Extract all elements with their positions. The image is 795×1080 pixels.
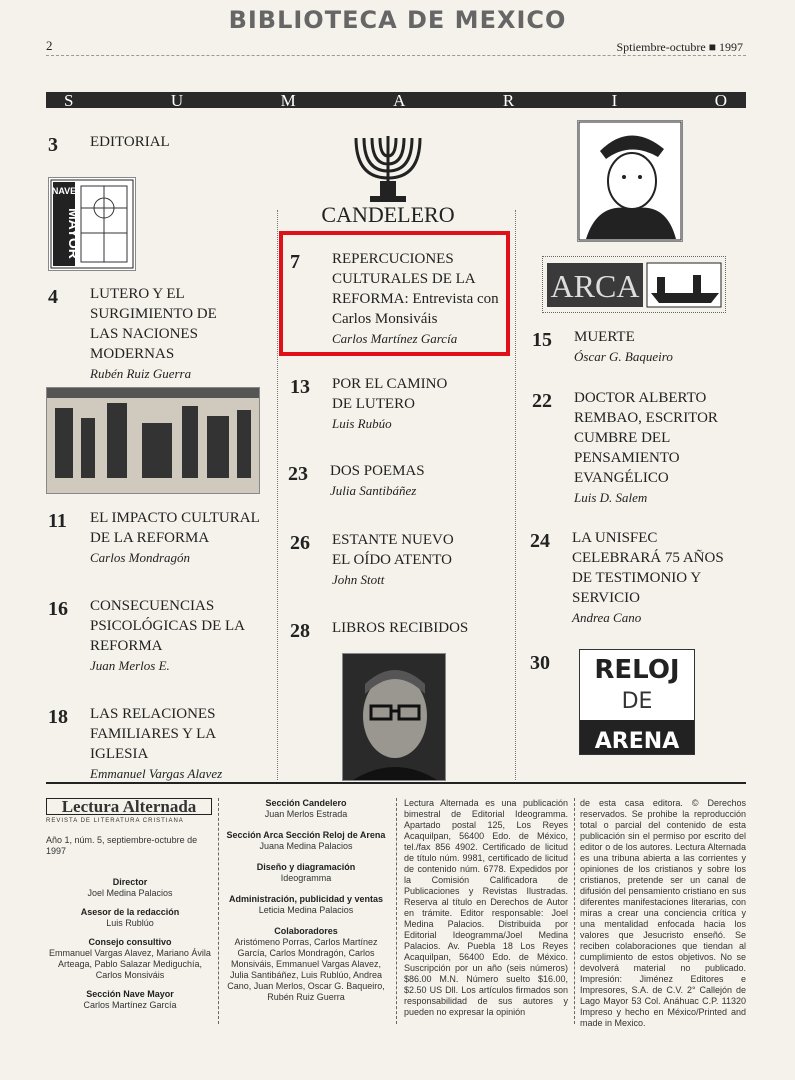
arca-logo <box>542 256 726 313</box>
credit-names: Juana Medina Palacios <box>259 841 353 851</box>
credit-names: Emmanuel Vargas Alavez, Mariano Ávila Arteaga, Pablo Salazar Mediguchía, Carlos Monsiváis <box>49 948 211 980</box>
header-rule <box>46 55 746 56</box>
item-author: Julia Santibáñez <box>330 483 417 498</box>
item-author: Emmanuel Vargas Alavez <box>90 766 223 781</box>
page-number: 2 <box>46 38 53 53</box>
credit-role: Asesor de la redacción <box>80 907 180 917</box>
selection-highlight <box>279 231 510 356</box>
item-author: Carlos Martínez García <box>332 331 458 346</box>
item-page-number: 16 <box>48 598 68 620</box>
credit-names: Joel Medina Palacios <box>87 888 173 898</box>
mayor-text: MAYOR <box>66 208 82 259</box>
menorah-icon <box>318 126 458 226</box>
credit-names: Aristómeno Porras, Carlos Martínez García, Carlos Mondragón, Carlos Monsiváis, Emmanuel Vargas Alavez, Julia Santibáñez, Luis Rublúo, Andrea Cano, Juan Merlos, Oscar G. Baqueiro, Rubén Ruiz Guerra <box>227 937 385 1002</box>
item-title: CONSECUENCIAS PSICOLÓGICAS DE LA REFORMA <box>90 598 245 654</box>
credit-role: Diseño y diagramación <box>256 862 356 872</box>
column-divider-right <box>515 210 516 780</box>
sumario-letter: M <box>280 91 297 110</box>
reloj-graphic <box>580 650 694 754</box>
nave-text: NAVE <box>51 186 77 196</box>
credit-role: Administración, publicidad y ventas <box>228 894 384 904</box>
issue-date: Sptiembre-octubre ■ 1997 <box>616 40 743 54</box>
credit-role: Director <box>112 877 148 887</box>
item-page-number: 23 <box>288 463 308 485</box>
luther-portrait <box>577 120 683 242</box>
item-page-number: 3 <box>48 134 58 156</box>
woodcut-image <box>46 387 260 494</box>
item-author: John Stott <box>332 572 385 587</box>
item-title: POR EL CAMINO DE LUTERO <box>332 376 448 412</box>
sumario-letter: R <box>502 91 516 110</box>
credit-names: Leticia Medina Palacios <box>258 905 354 915</box>
luther-graphic <box>578 121 682 241</box>
credit-role: Sección Arca Sección Reloj de Arena <box>226 830 386 840</box>
item-title: DOS POEMAS <box>330 463 425 479</box>
item-page-number: 28 <box>290 620 310 642</box>
item-title: MUERTE <box>574 329 635 345</box>
arca-graphic <box>543 257 725 312</box>
portrait-photo <box>342 653 446 781</box>
credit-role: Colaboradores <box>274 926 338 936</box>
item-author: Carlos Mondragón <box>90 550 191 565</box>
item-author: Rubén Ruiz Guerra <box>90 366 192 381</box>
item-author: Juan Merlos E. <box>90 658 170 673</box>
logo-subtitle: REVISTA DE LITERATURA CRISTIANA <box>46 818 184 824</box>
de-text: DE <box>621 689 653 714</box>
sumario-letter: U <box>170 91 185 110</box>
footer-column-1 <box>46 798 214 1011</box>
item-page-number: 7 <box>290 251 300 273</box>
item-title: LUTERO Y EL SURGIMIENTO DE LAS NACIONES MODERNAS <box>90 286 217 362</box>
sumario-letter: O <box>714 91 728 110</box>
item-page-number: 26 <box>290 532 310 554</box>
item-page-number: 24 <box>530 530 550 552</box>
footer-column-3: Lectura Alternada es una publicación bimestral de Editorial Ideogramma. Apartado postal 125, Los Reyes Acaquilpan, 56400 Edo. de México, tel./fax 856 4902. Certificado de licitud de título núm. 9981, certificado de licitud de contenido núm. 6778. Expedidos por la Comisión Calificadora de Publicaciones y Revistas Ilustradas. Reserva al título en Derechos de Autor en trámite. Editor responsable: Joel Medina Palacios. Distribuida por Editorial Ideogramma/Joel Medina Palacios. Av. Puebla 18 Los Reyes Acaquilpan, 56400 Edo. de México. Suscripción por un año (seis números) $86.00 M.N. Número suelto $16.00, $2.50 US Dll. Los artículos firmados son responsabilidad de sus autores y pueden no expresar la opinión <box>404 798 568 1017</box>
footer-rule <box>46 782 746 784</box>
portrait-graphic <box>343 654 445 780</box>
item-page-number: 15 <box>532 329 552 351</box>
credit-role: Sección Nave Mayor <box>86 989 174 999</box>
footer-divider <box>218 798 219 1024</box>
footer-divider <box>574 798 575 1024</box>
credit-role: Sección Candelero <box>265 798 347 808</box>
nave-mayor-logo <box>48 177 136 271</box>
footer-column-4: de esta casa editora. © Derechos reservados. Se prohibe la reproducción total o parcial del contenido de esta publicación sin el permiso por escrito del editor o de los autores. Lectura Alternada es una tribuna abierta a las corrientes y opiniones de los cristianos y sobre los cristianos, pretende ser un canal de difusión del pensamiento cristiano en sus diferentes manifestaciones literarias, con miras a crear una conciencia crítica y una mentalidad enfocada hacia los valores que Jesucristo enseñó. Se reciben colaboraciones que tiendan al cumplimiento de estos objetivos. No se devolverá material no publicado. Impresión: Jiménez Editores e Impresores, S.A. de C.V. 2° Callejón de Lago Mayor 53 Col. Anáhuac C.P. 11320 Impreso y hecho en México/Printed and made in Mexico. <box>580 798 746 1028</box>
reloj-de-arena-logo <box>579 649 695 755</box>
item-author: Andrea Cano <box>572 610 642 625</box>
item-title: ESTANTE NUEVO EL OÍDO ATENTO <box>332 532 454 568</box>
item-title: LA UNISFEC CELEBRARÁ 75 AÑOS DE TESTIMONIO Y SERVICIO <box>572 530 724 606</box>
candelero-logo <box>318 126 458 226</box>
sumario-bar <box>46 92 746 108</box>
item-page-number: 11 <box>48 510 67 532</box>
masthead: BIBLIOTECA DE MEXICO <box>228 6 567 34</box>
lectura-alternada-logo: Lectura Alternada <box>46 798 212 815</box>
arena-text: ARENA <box>594 729 680 754</box>
issue-info: Año 1, núm. 5, septiembre-octubre de 1997 <box>46 835 198 856</box>
column-divider-left <box>277 210 278 780</box>
item-page-number: 4 <box>48 286 58 308</box>
sumario-letter: S <box>64 91 75 110</box>
item-title: EL IMPACTO CULTURAL DE LA REFORMA <box>90 510 260 546</box>
item-title: DOCTOR ALBERTO REMBAO, ESCRITOR CUMBRE DEL PENSAMIENTO EVANGÉLICO <box>574 390 718 486</box>
sumario-letter: I <box>611 91 619 110</box>
woodcut-graphic <box>47 388 259 493</box>
item-page-number: 30 <box>530 652 550 674</box>
nave-mayor-graphic <box>49 178 135 270</box>
item-author: Óscar G. Baqueiro <box>574 349 673 364</box>
footer-column-2 <box>224 798 388 1003</box>
item-page-number: 18 <box>48 706 68 728</box>
candelero-text: CANDELERO <box>321 202 455 226</box>
reloj-text: RELOJ <box>594 655 680 685</box>
item-title: REPERCUCIONES CULTURALES DE LA REFORMA: Entrevista con Carlos Monsiváis <box>332 251 499 327</box>
credit-role: Consejo consultivo <box>88 937 172 947</box>
credit-names: Luis Rublúo <box>106 918 154 928</box>
item-title: LAS RELACIONES FAMILIARES Y LA IGLESIA <box>90 706 216 762</box>
footer-divider <box>396 798 397 1024</box>
item-page-number: 22 <box>532 390 552 412</box>
item-title: LIBROS RECIBIDOS <box>332 620 469 636</box>
credit-names: Ideogramma <box>280 873 332 883</box>
credit-names: Carlos Martínez García <box>83 1000 177 1010</box>
item-page-number: 13 <box>290 376 310 398</box>
item-author: Luis D. Salem <box>574 490 648 505</box>
item-title: EDITORIAL <box>90 134 170 150</box>
arca-text: ARCA <box>550 268 640 304</box>
sumario-letter: A <box>393 91 407 110</box>
credit-names: Juan Merlos Estrada <box>264 809 348 819</box>
item-author: Luis Rubúo <box>332 416 392 431</box>
